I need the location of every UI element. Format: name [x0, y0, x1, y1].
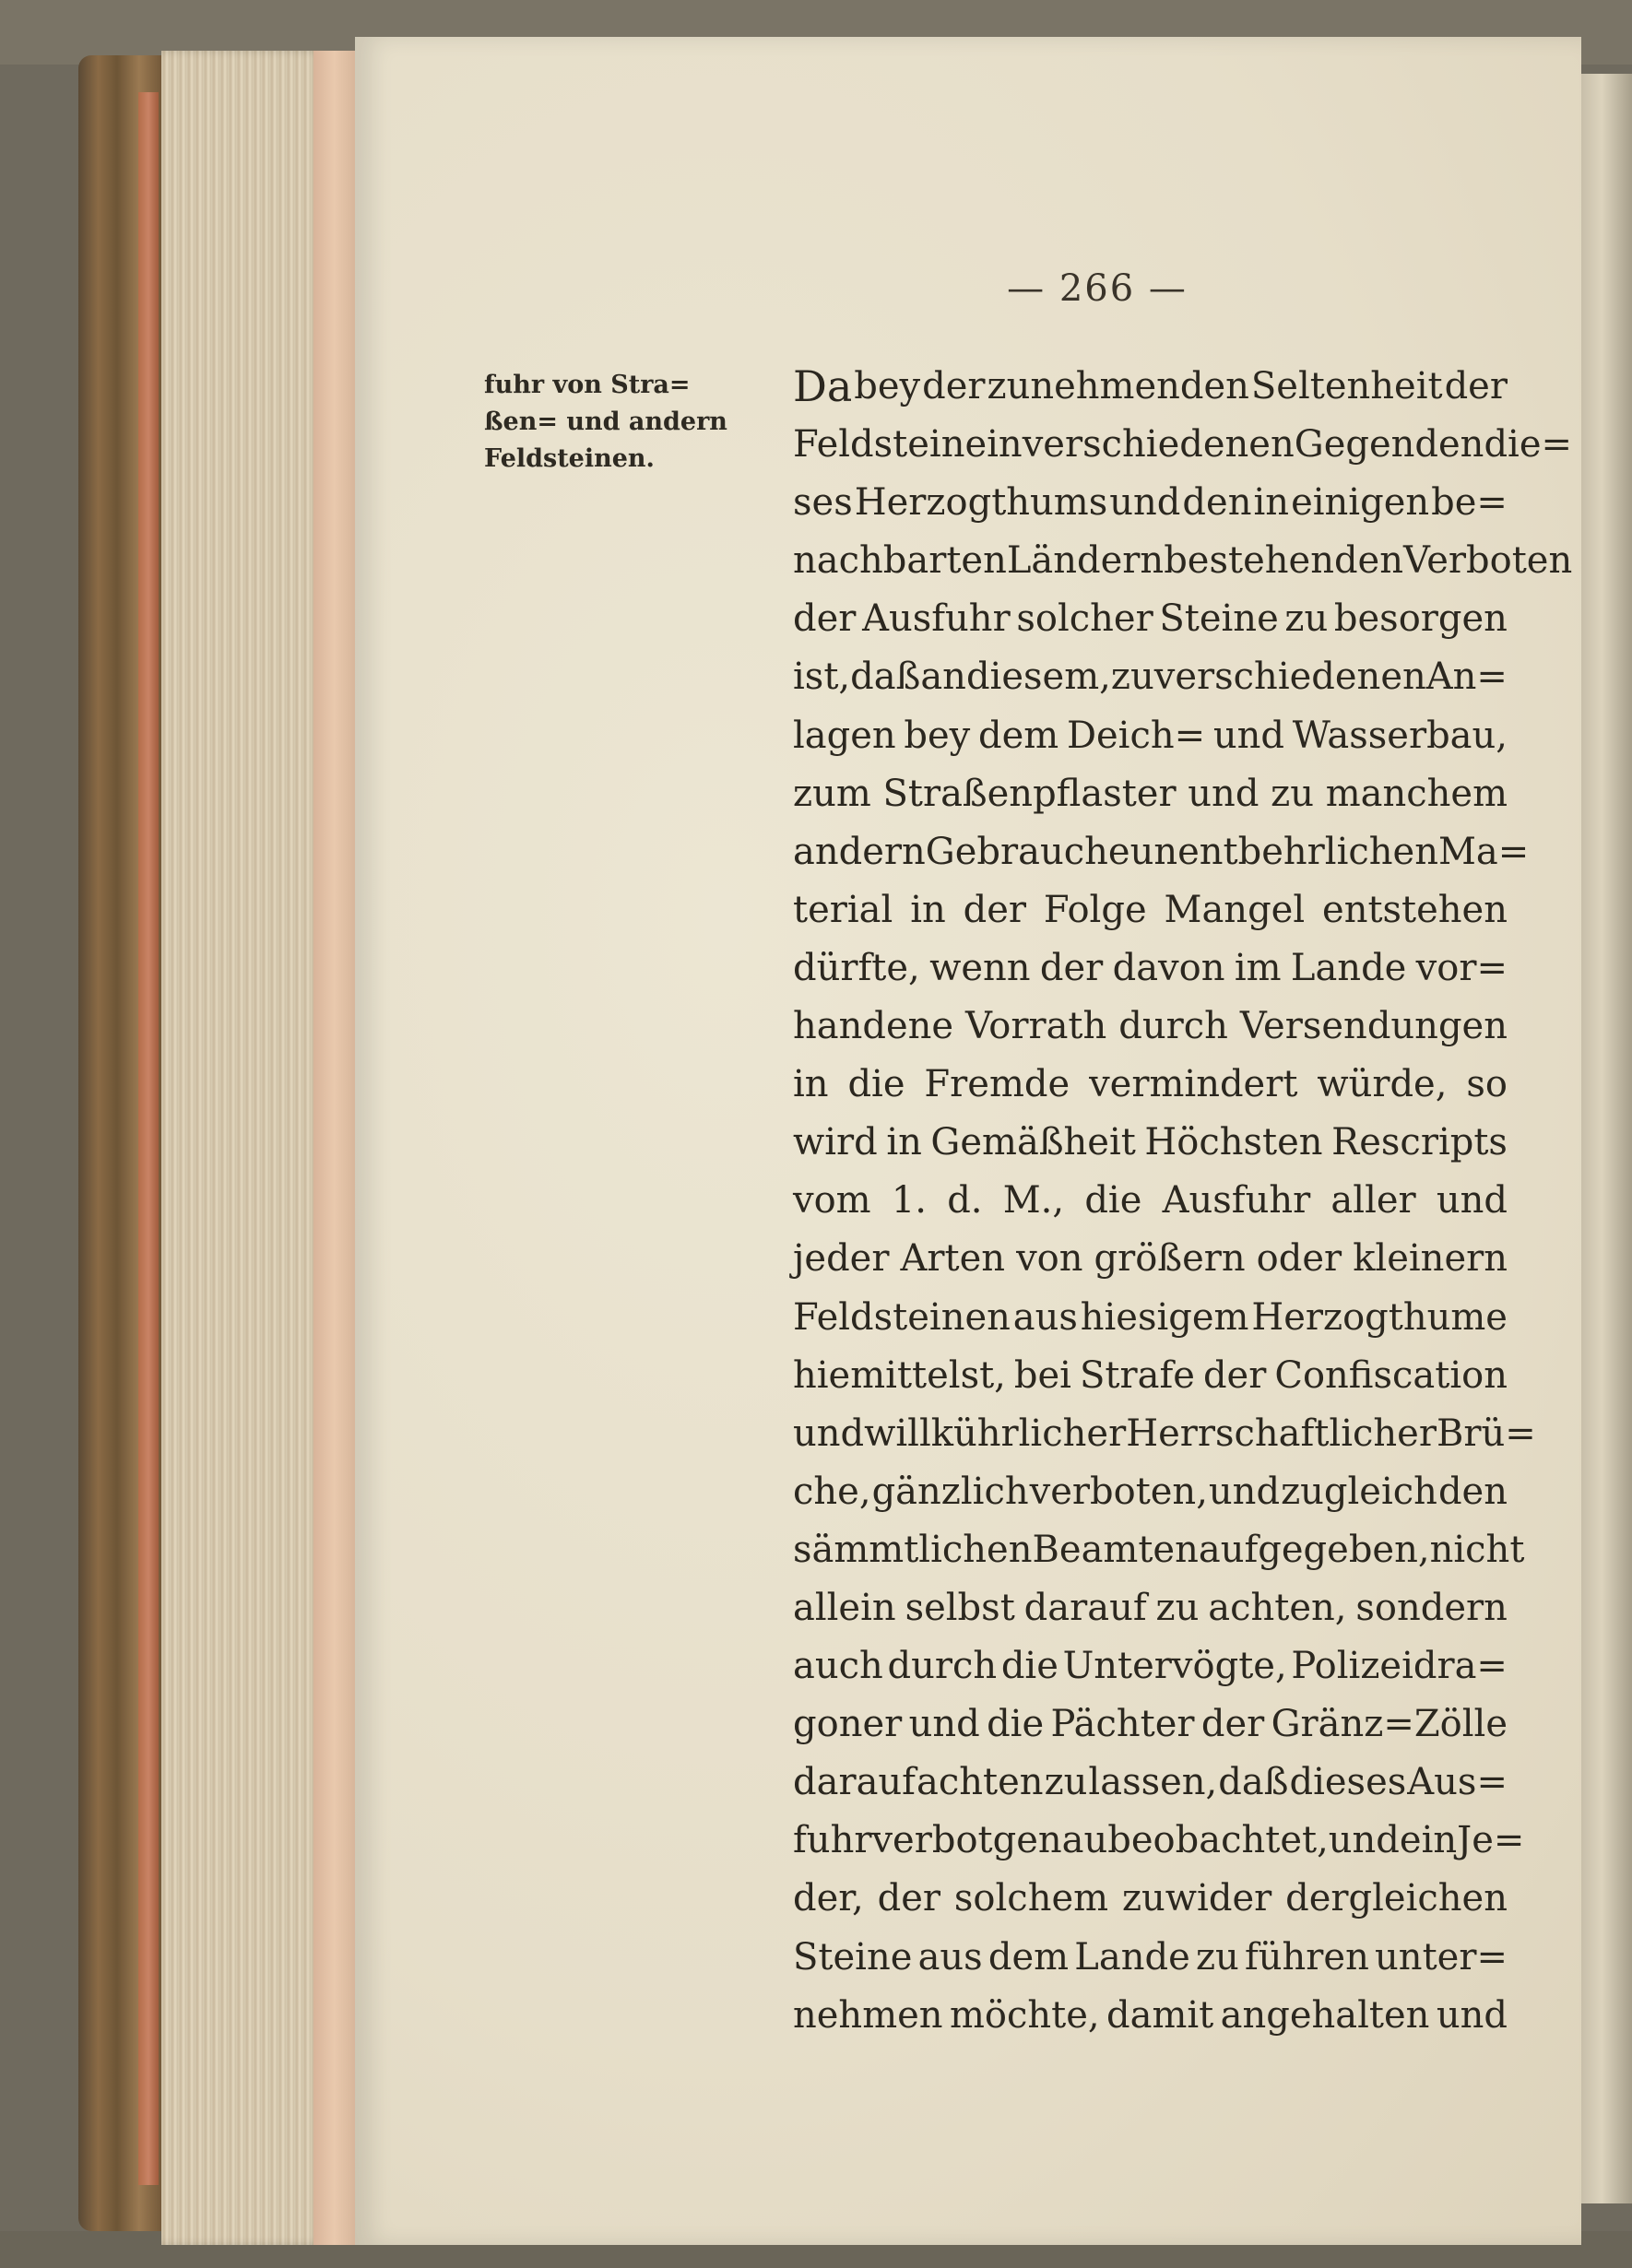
- text-line: ses Herzogthums und den in einigen be=: [793, 481, 1508, 525]
- text-line: und willkührlicher Herrschaftlicher Brü=: [793, 1412, 1536, 1455]
- text-line: nachbarten Ländern bestehenden Verboten: [793, 539, 1573, 583]
- text-line: goner und die Pächter der Gränz=Zölle: [793, 1703, 1508, 1746]
- marginal-note: [484, 367, 727, 478]
- text-line: terial in der Folge Mangel entstehen: [793, 888, 1508, 931]
- page-number: — 266 —: [1007, 267, 1188, 310]
- text-line: lagen bey dem Deich= und Wasserbau,: [793, 714, 1508, 757]
- text-line: Steine aus dem Lande zu führen unter=: [793, 1935, 1508, 1979]
- text-line: vom 1. d. M., die Ausfuhr aller und: [793, 1179, 1508, 1223]
- text-line: Da bey der zunehmenden Seltenheit der: [793, 361, 1508, 411]
- text-line: allein selbst darauf zu achten, sondern: [793, 1586, 1508, 1629]
- text-line: hiemittelst, bei Strafe der Confiscation: [793, 1353, 1508, 1397]
- page-stack-border: [313, 51, 355, 2245]
- text-line: andern Gebrauche unentbehrlichen Ma=: [793, 830, 1530, 873]
- text-line: fuhrverbot genau beobachtet, und ein Je=: [793, 1819, 1525, 1862]
- marginal-note-line: Feldsteinen.: [484, 444, 655, 473]
- marginal-note-line: fuhr von Stra=: [484, 371, 691, 399]
- text-line: Feldsteinen aus hiesigem Herzogthume: [793, 1295, 1508, 1339]
- text-line: der Ausfuhr solcher Steine zu besorgen: [793, 597, 1508, 641]
- text-line: der, der solchem zuwider dergleichen: [793, 1877, 1508, 1920]
- text-line: jeder Arten von größern oder kleinern: [793, 1237, 1508, 1281]
- text-line: darauf achten zu lassen, daß dieses Aus=: [793, 1761, 1508, 1804]
- text-line: handene Vorrath durch Versendungen: [793, 1005, 1508, 1048]
- text-line: Feldsteine in verschiedenen Gegenden die=: [793, 423, 1573, 467]
- text-line: ist, daß an diesem, zu verschiedenen An=: [793, 656, 1508, 699]
- marginal-note-line: ßen= und andern: [484, 408, 727, 436]
- cover-red-edge: [138, 92, 159, 2185]
- text-line: in die Fremde vermindert würde, so: [793, 1063, 1508, 1106]
- text-line: sämmtlichen Beamten aufgegeben, nicht: [793, 1528, 1525, 1571]
- next-page-edge: [1581, 74, 1632, 2203]
- text-line: zum Straßenpflaster und zu manchem: [793, 772, 1508, 815]
- text-line: wird in Gemäßheit Höchsten Rescripts: [793, 1121, 1508, 1164]
- text-line: nehmen möchte, damit angehalten und: [793, 1993, 1508, 2037]
- text-line: che, gänzlich verboten, und zugleich den: [793, 1470, 1508, 1513]
- text-line: auch durch die Untervögte, Polizeidra=: [793, 1645, 1508, 1688]
- text-line: dürfte, wenn der davon im Lande vor=: [793, 946, 1508, 989]
- body-text: [793, 358, 1573, 2045]
